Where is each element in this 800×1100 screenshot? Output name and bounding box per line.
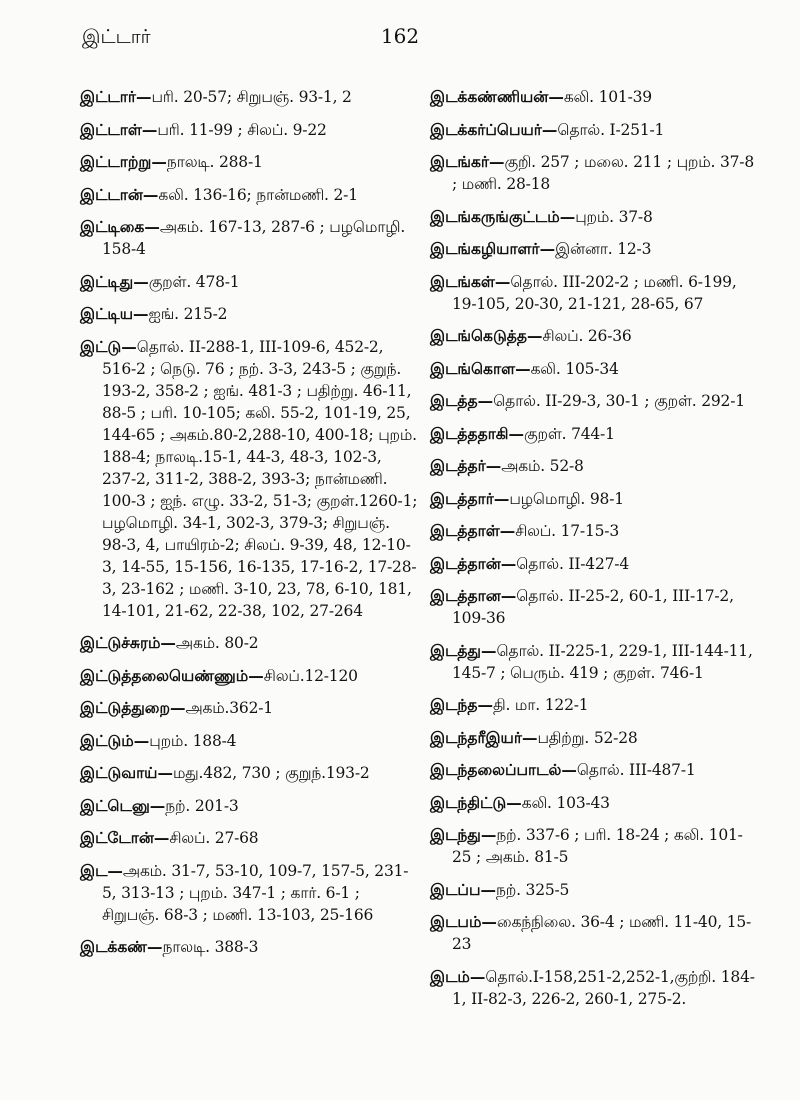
entry-references: தொல். II-25-2, 60-1, III-17-2, 109-36 — [452, 587, 734, 627]
entry-references: பரி. 20-57; சிறுபஞ். 93-1, 2 — [151, 88, 352, 106]
index-entry — [430, 455, 755, 477]
entry-dash: — — [133, 731, 150, 750]
entry-headword: இடந்து — [430, 826, 481, 844]
index-entry — [430, 423, 755, 445]
entry-dash: — — [121, 337, 137, 356]
entry-dash: — — [141, 120, 158, 139]
index-entry — [80, 303, 418, 325]
entry-references: குறள். 744-1 — [524, 424, 615, 443]
entry-headword: இடந்திட்டு — [430, 793, 507, 812]
entry-references: ஐங். 215-2 — [148, 305, 228, 323]
entry-dash: — — [548, 88, 564, 106]
entry-dash: — — [144, 218, 160, 236]
index-entry — [80, 795, 418, 817]
entry-references: அகம். 31-7, 53-10, 109-7, 157-5, 231-5, 313-13 ; புறம். 347-1 ; கார். 6-1 ; சிறுபஞ். 68-3 ; மணி. 13-103, 25-166 — [102, 861, 409, 924]
entry-references: கலி. 101-39 — [563, 88, 652, 106]
index-entry — [430, 759, 755, 781]
entry-headword: இட்டார் — [80, 88, 136, 106]
entry-references: தொல். II-29-3, 30-1 ; குறள். 292-1 — [493, 392, 745, 410]
entry-references: அகம்.362-1 — [185, 699, 273, 717]
entry-dash: — — [151, 153, 167, 171]
entry-dash: — — [149, 796, 166, 815]
index-entry — [80, 632, 418, 654]
index-entry — [430, 119, 755, 141]
index-entry — [80, 184, 418, 206]
entry-references: கலி. 105-34 — [530, 359, 619, 378]
entry-headword: இட்டிகை — [80, 218, 145, 236]
entry-dash: — — [157, 764, 173, 782]
entry-dash: — — [500, 587, 517, 605]
entry-references: நற். 201-3 — [165, 796, 239, 815]
entry-references: தொல். III-202-2 ; மணி. 6-199, 19-105, 20-30, 21-121, 28-65, 67 — [452, 272, 737, 313]
entry-dash: — — [485, 457, 502, 475]
entry-dash: — — [506, 793, 522, 812]
entry-headword: இடபம் — [430, 913, 482, 931]
left-column — [80, 86, 418, 969]
entry-headword: இடங்கர் — [430, 153, 490, 171]
index-entry — [80, 827, 418, 849]
entry-references: குறள். 478-1 — [148, 272, 240, 291]
entry-dash: — — [480, 826, 497, 844]
entry-headword: இடங்கெடுத்த — [430, 327, 527, 345]
entry-headword: இட்டு — [80, 337, 122, 356]
entry-headword: இடத்தார் — [430, 489, 494, 508]
index-entry — [430, 206, 755, 228]
index-entry — [430, 271, 755, 315]
entry-references: கலி. 103-43 — [521, 793, 610, 812]
entry-dash: — — [499, 522, 516, 540]
page-number: 162 — [380, 24, 420, 48]
entry-references: புறம். 37-8 — [575, 207, 653, 226]
entry-references: தொல். III-487-1 — [576, 761, 696, 779]
index-entry — [430, 553, 755, 575]
entry-dash: — — [515, 359, 531, 378]
index-entry — [80, 336, 418, 622]
index-entry — [430, 520, 755, 542]
entry-headword: இடத்தாள் — [430, 522, 500, 540]
entry-references: தொல். I-251-1 — [557, 120, 665, 139]
entry-headword: இட்டுவாய் — [80, 764, 158, 782]
index-entry — [430, 911, 755, 955]
entry-references: அகம். 167-13, 287-6 ; பழமொழி. 158-4 — [102, 218, 406, 258]
entry-headword: இடந்தரீஇயர் — [430, 728, 522, 747]
entry-dash: — — [107, 861, 123, 880]
entry-headword: இட்டுத்தலையெண்ணும் — [80, 666, 249, 685]
entry-headword: இட்டிய — [80, 305, 134, 323]
entry-references: குறி. 257 ; மலை. 211 ; புறம். 37-8 ; மணி. 28-18 — [452, 153, 755, 193]
entry-references: நற். 325-5 — [495, 880, 570, 899]
entry-references: இன்னா. 12-3 — [555, 240, 652, 258]
entry-dash: — — [541, 120, 558, 139]
entry-references: நாலடி. 388-3 — [162, 938, 259, 956]
index-entry — [430, 824, 755, 868]
index-entry — [80, 665, 418, 687]
index-entry — [80, 762, 418, 784]
entry-references: பதிற்று. 52-28 — [537, 728, 638, 747]
entry-references: தொல்.I-158,251-2,252-1,குற்றி. 184-1, II-82-3, 226-2, 260-1, 275-2. — [452, 967, 755, 1008]
index-entry — [430, 358, 755, 380]
index-entry — [430, 86, 755, 108]
entry-headword: இட்டுத்துறை — [80, 699, 171, 717]
index-entry — [430, 792, 755, 814]
entry-references: சிலப். 17-15-3 — [515, 522, 619, 540]
entry-headword: இடக்கண்ணியன் — [430, 88, 549, 106]
entry-dash: — — [160, 634, 176, 652]
entry-dash: — — [489, 153, 505, 171]
entry-dash: — — [153, 829, 170, 847]
entry-references: தொல். II-427-4 — [516, 554, 629, 573]
entry-headword: இடந்தலைப்பாடல் — [430, 761, 562, 779]
entry-dash: — — [561, 761, 577, 779]
entry-references: பரி. 11-99 ; சிலப். 9-22 — [157, 120, 327, 139]
entry-dash: — — [146, 938, 163, 956]
entry-headword: இடத்தான — [430, 587, 501, 605]
entry-dash: — — [527, 327, 543, 345]
index-entry — [430, 585, 755, 629]
entry-headword: இடத்து — [430, 641, 481, 660]
entry-dash: — — [142, 185, 159, 204]
entry-headword: இடக்கண் — [80, 938, 147, 956]
entry-headword: இட — [80, 861, 108, 880]
running-head: இட்டார் — [82, 26, 151, 48]
entry-headword: இட்டோன் — [80, 829, 154, 847]
entry-headword: இட்டும் — [80, 731, 134, 750]
index-entry — [430, 488, 755, 510]
entry-dash: — — [469, 967, 486, 986]
entry-headword: இடங்கருங்குட்டம் — [430, 207, 560, 226]
entry-dash: — — [493, 489, 510, 508]
index-entry — [80, 730, 418, 752]
entry-dash: — — [481, 913, 497, 931]
index-entry — [80, 119, 418, 141]
entry-dash: — — [135, 88, 152, 106]
index-entry — [80, 860, 418, 926]
index-entry — [80, 936, 418, 958]
right-column — [430, 86, 755, 1020]
index-entry — [430, 640, 755, 684]
entry-headword: இட்டிது — [80, 272, 134, 291]
index-entry — [430, 151, 755, 195]
entry-headword: இட்டெனு — [80, 796, 150, 815]
index-entry — [80, 86, 418, 108]
index-entry — [80, 151, 418, 173]
entry-references: நற். 337-6 ; பரி. 18-24 ; கலி. 101-25 ; அகம். 81-5 — [452, 826, 743, 866]
entry-references: கைந்நிலை. 36-4 ; மணி. 11-40, 15-23 — [452, 913, 752, 953]
entry-headword: இடத்ததாகி — [430, 424, 509, 443]
entry-dash: — — [559, 207, 576, 226]
entry-dash: — — [500, 554, 517, 573]
entry-headword: இட்டாற்று — [80, 153, 152, 171]
entry-headword: இடங்கள் — [430, 272, 495, 291]
index-entry — [430, 238, 755, 260]
entry-references: பழமொழி. 98-1 — [509, 489, 624, 508]
index-entry — [430, 966, 755, 1010]
entry-references: தி. மா. 122-1 — [492, 696, 589, 714]
entry-dash: — — [480, 641, 497, 660]
index-entry — [430, 727, 755, 749]
entry-dash: — — [480, 880, 496, 899]
index-entry — [430, 325, 755, 347]
entry-headword: இடப்ப — [430, 880, 481, 899]
entry-headword: இடத்தான் — [430, 554, 501, 573]
entry-references: தொல். II-288-1, III-109-6, 452-2, 516-2 ; நெடு. 76 ; நற். 3-3, 243-5 ; குறுந். 193-2, 358-2 ; ஐங். 481-3 ; பதிற்று. 46-11, 88-5 ; பரி. 10-105; கலி. 55-2, 101-19, 25, 144-65 ; அகம்.80-2,288-10, 400-18; புறம். 188-4; நாலடி.15-1, 44-3, 48-3, 102-3, 237-2, 311-2, 388-2, 393-3; நான்மணி. 100-3 ; ஐந். எழு. 33-2, 51-3; குறள்.1260-1; பழமொழி. 34-1, 302-3, 379-3; சிறுபஞ். 98-3, 4, பாயிரம்-2; சிலப். 9-39, 48, 12-10-3, 14-55, 15-156, 16-135, 17-16-2, 17-28-3, 23-162 ; மணி. 3-10, 23, 78, 6-10, 181, 14-101, 21-62, 22-38, 102, 27-264 — [102, 337, 418, 620]
entry-dash: — — [494, 272, 511, 291]
entry-references: அகம். 52-8 — [501, 457, 584, 475]
entry-dash: — — [170, 699, 186, 717]
entry-dash: — — [508, 424, 524, 443]
entry-references: சிலப்.12-120 — [263, 666, 358, 685]
entry-references: கலி. 136-16; நான்மணி. 2-1 — [158, 185, 358, 204]
entry-dash: — — [248, 666, 264, 685]
entry-dash: — — [477, 392, 494, 410]
entry-headword: இடக்கர்ப்பெயர் — [430, 120, 542, 139]
index-entry — [430, 879, 755, 901]
entry-references: சிலப். 26-36 — [542, 327, 632, 345]
index-entry — [80, 271, 418, 293]
entry-headword: இடங்கழியாளர் — [430, 240, 540, 258]
entry-headword: இடங்கொள — [430, 359, 516, 378]
index-entry — [430, 390, 755, 412]
entry-headword: இடந்த — [430, 696, 478, 714]
entry-headword: இட்டுச்சுரம் — [80, 634, 161, 652]
entry-dash: — — [133, 272, 149, 291]
entry-dash: — — [539, 240, 556, 258]
entry-references: சிலப். 27-68 — [169, 829, 259, 847]
entry-headword: இடத்தர் — [430, 457, 486, 475]
entry-references: தொல். II-225-1, 229-1, III-144-11, 145-7 ; பெரும். 419 ; குறள். 746-1 — [452, 641, 753, 682]
index-entry — [430, 694, 755, 716]
entry-headword: இட்டாள் — [80, 120, 142, 139]
index-entry — [80, 216, 418, 260]
entry-dash: — — [133, 305, 149, 323]
index-entry — [80, 697, 418, 719]
entry-references: அகம். 80-2 — [175, 634, 259, 652]
entry-dash: — — [521, 728, 538, 747]
entry-headword: இட்டான் — [80, 185, 143, 204]
entry-references: மது.482, 730 ; குறுந்.193-2 — [172, 764, 370, 782]
entry-headword: இடத்த — [430, 392, 478, 410]
entry-dash: — — [477, 696, 493, 714]
entry-headword: இடம் — [430, 967, 470, 986]
entry-references: நாலடி. 288-1 — [166, 153, 263, 171]
entry-references: புறம். 188-4 — [149, 731, 237, 750]
